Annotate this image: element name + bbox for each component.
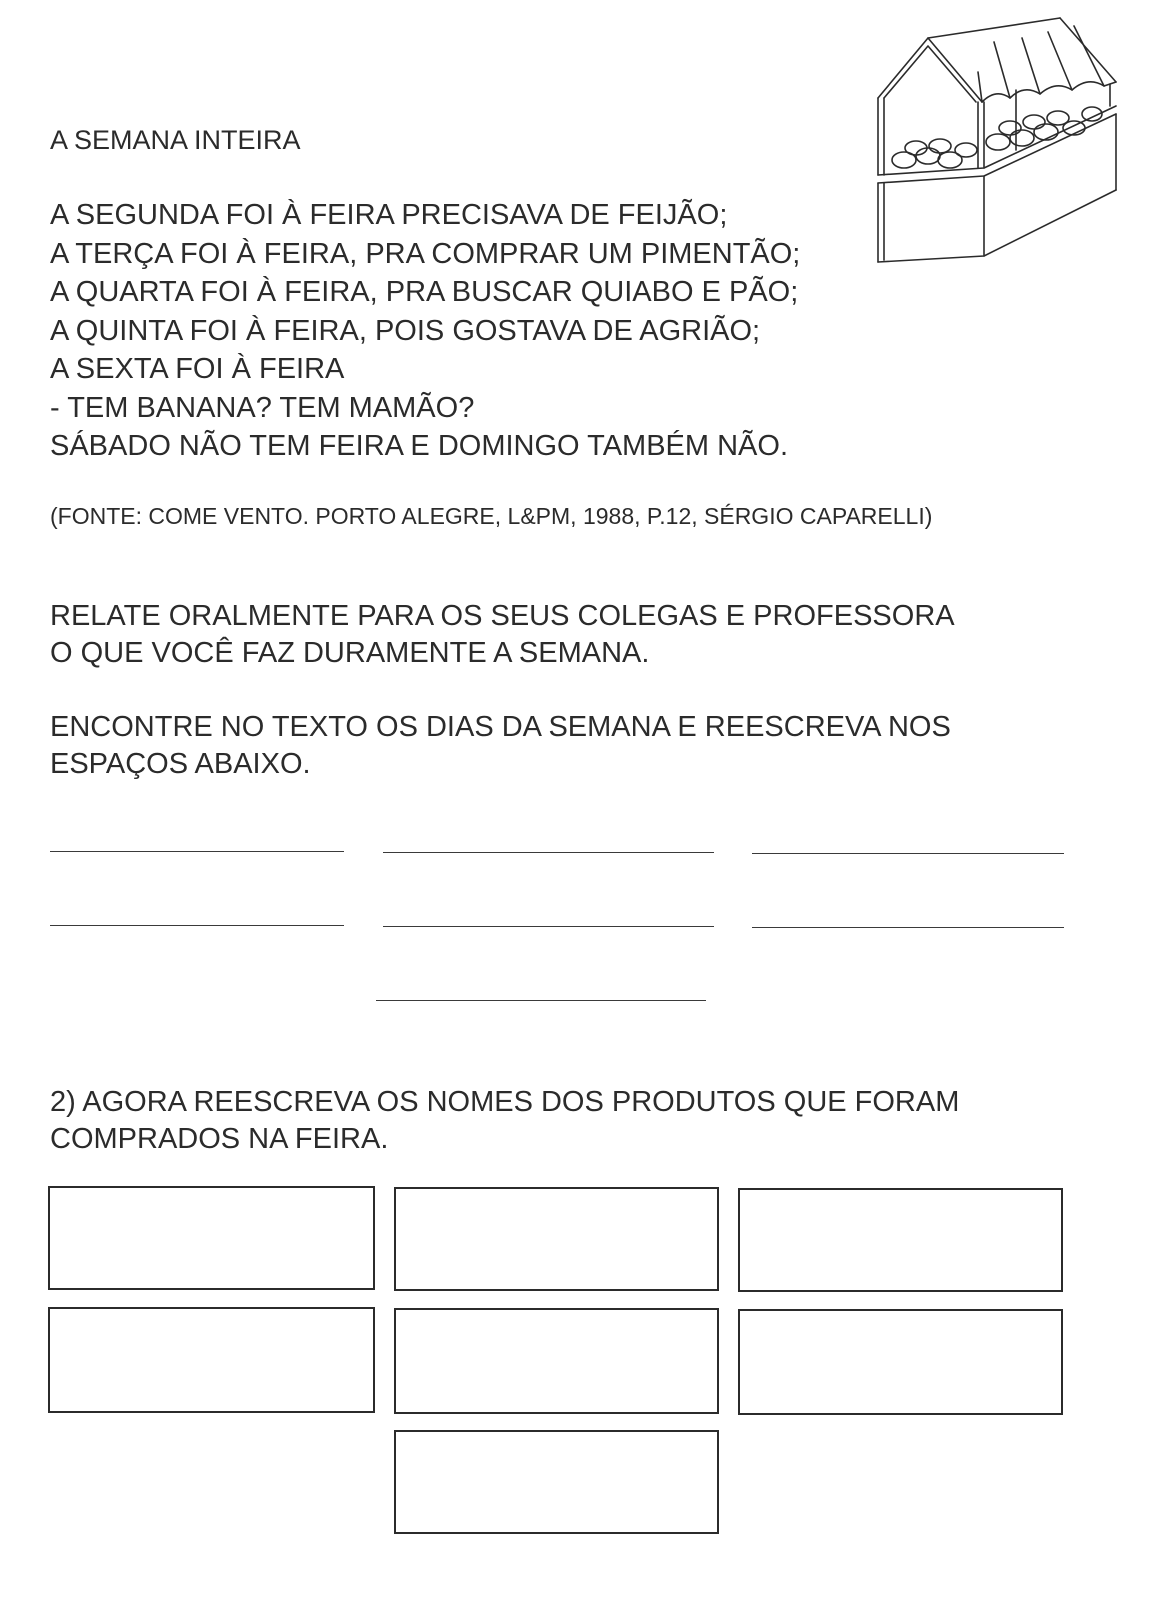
answer-box-product[interactable] <box>738 1188 1063 1292</box>
instruction-oral-line2: O QUE VOCÊ FAZ DURAMENTE A SEMANA. <box>50 637 650 669</box>
writing-line-day[interactable] <box>752 853 1064 854</box>
instruction-days-line2: ESPAÇOS ABAIXO. <box>50 748 311 780</box>
poem-line: SÁBADO NÃO TEM FEIRA E DOMINGO TAMBÉM NÃO. <box>50 430 788 462</box>
writing-line-day[interactable] <box>383 926 714 927</box>
poem-line: A TERÇA FOI À FEIRA, PRA COMPRAR UM PIMENTÃO; <box>50 237 801 270</box>
poem-line: A SEXTA FOI À FEIRA <box>50 353 345 385</box>
source-citation: (FONTE: COME VENTO. PORTO ALEGRE, L&PM, 1988, P.12, SÉRGIO CAPARELLI) <box>50 503 933 529</box>
market-stall-icon <box>870 10 1122 272</box>
poem-line: A SEGUNDA FOI À FEIRA PRECISAVA DE FEIJÃO; <box>50 199 728 231</box>
answer-box-product[interactable] <box>394 1187 719 1291</box>
page-title: A SEMANA INTEIRA <box>50 125 301 155</box>
writing-line-day[interactable] <box>50 925 344 926</box>
writing-line-day[interactable] <box>752 927 1064 928</box>
answer-box-product[interactable] <box>738 1309 1063 1415</box>
question2-line1: 2) AGORA REESCREVA OS NOMES DOS PRODUTOS QUE FORAM <box>50 1086 960 1118</box>
poem-line: A QUINTA FOI À FEIRA, POIS GOSTAVA DE AGRIÃO; <box>50 314 761 347</box>
answer-box-product[interactable] <box>394 1308 719 1414</box>
writing-line-day[interactable] <box>383 852 714 853</box>
poem-line: - TEM BANANA? TEM MAMÃO? <box>50 391 475 424</box>
answer-box-product[interactable] <box>48 1307 375 1413</box>
writing-line-day[interactable] <box>376 1000 706 1001</box>
writing-line-day[interactable] <box>50 851 344 852</box>
question2-line2: COMPRADOS NA FEIRA. <box>50 1123 389 1155</box>
poem <box>50 196 800 466</box>
answer-box-product[interactable] <box>48 1186 375 1290</box>
answer-box-product[interactable] <box>394 1430 719 1534</box>
instruction-oral-line1: RELATE ORALMENTE PARA OS SEUS COLEGAS E PROFESSORA <box>50 600 955 632</box>
instruction-days-line1: ENCONTRE NO TEXTO OS DIAS DA SEMANA E REESCREVA NOS <box>50 711 951 743</box>
poem-line: A QUARTA FOI À FEIRA, PRA BUSCAR QUIABO E PÃO; <box>50 276 799 308</box>
